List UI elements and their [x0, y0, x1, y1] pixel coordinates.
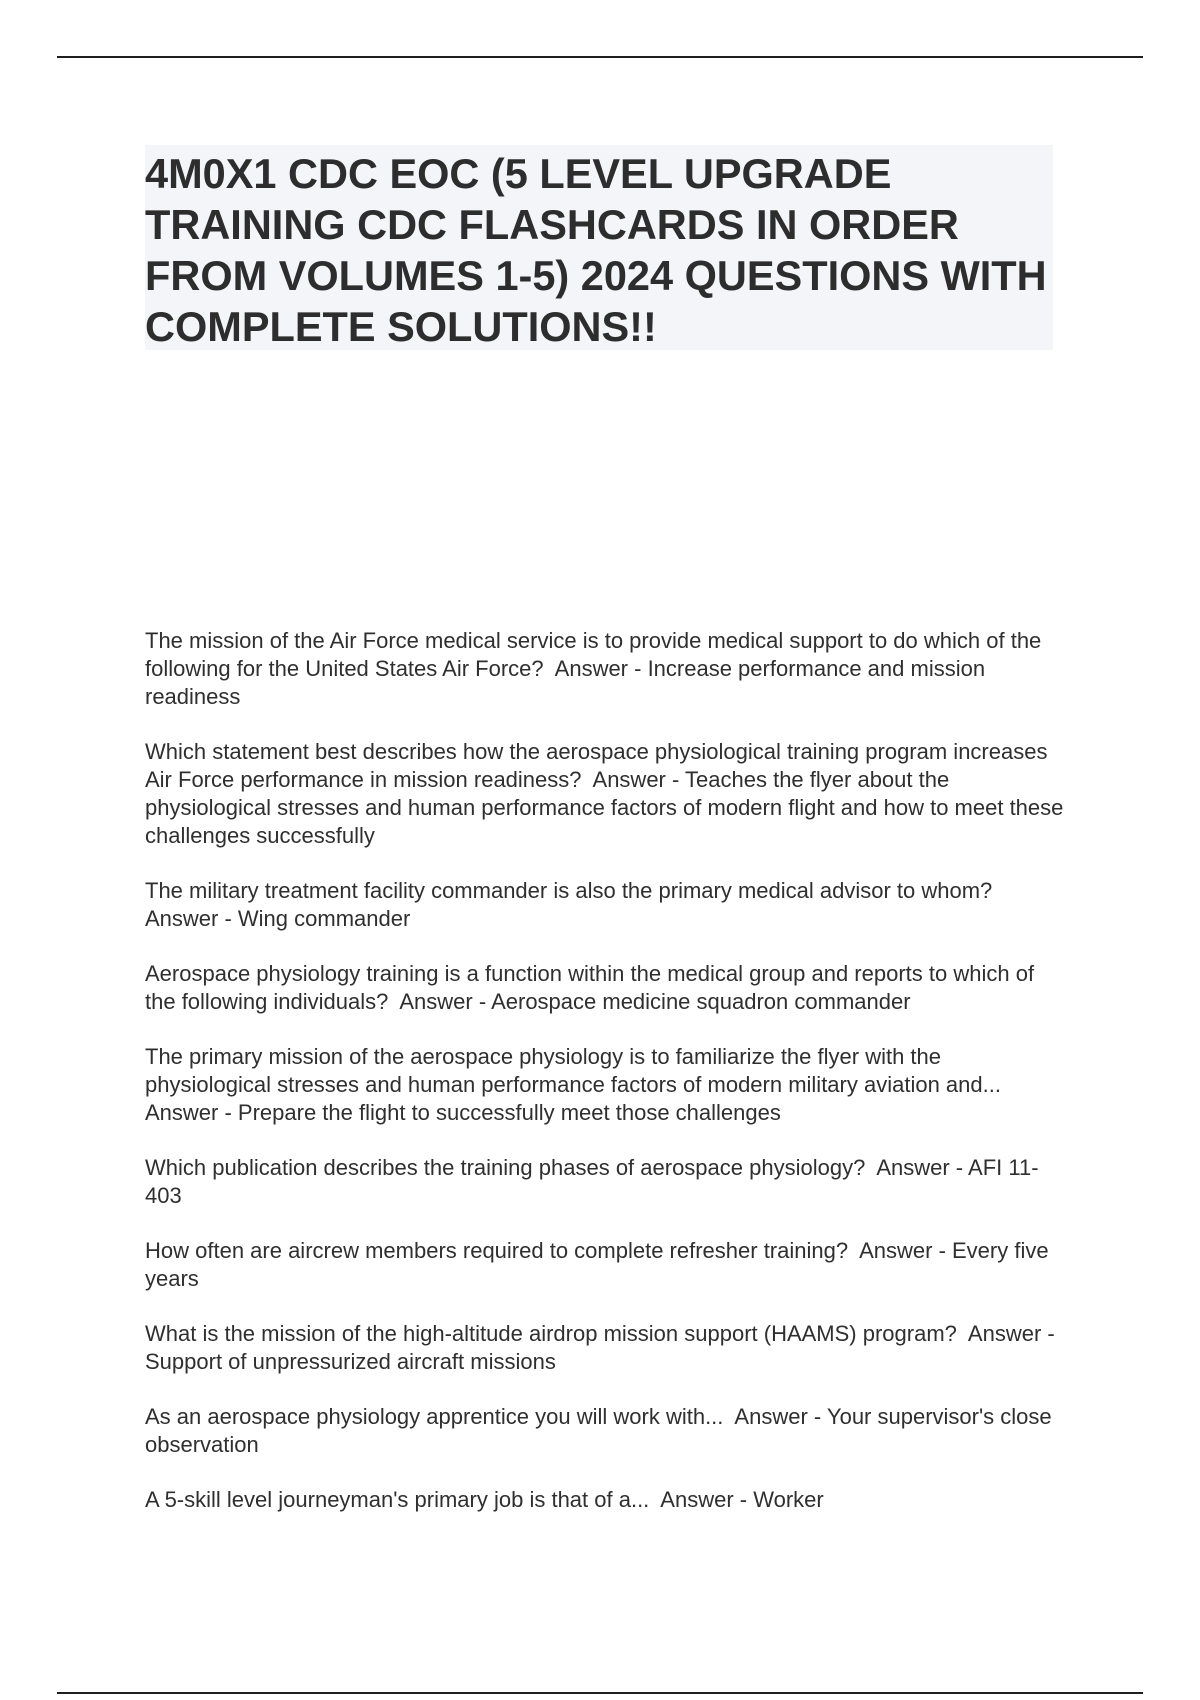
top-rule: [57, 56, 1143, 58]
qa-item: Aerospace physiology training is a function within the medical group and reports to which of the following individuals? Answer - Aerospace medicine squadron commander: [145, 961, 1041, 1014]
document-title: 4M0X1 CDC EOC (5 LEVEL UPGRADE TRAINING CDC FLASHCARDS IN ORDER FROM VOLUMES 1-5) 2024 QUESTIONS WITH COMPLETE SOLUTIONS!!: [145, 150, 1047, 350]
qa-item: The mission of the Air Force medical service is to provide medical support to do which of the following for the United States Air Force? Answer - Increase performance and mission readiness: [145, 628, 1048, 709]
qa-item: What is the mission of the high-altitude airdrop mission support (HAAMS) program? Answer - Support of unpressurized aircraft missions: [145, 1321, 1061, 1374]
qa-item: How often are aircrew members required to complete refresher training? Answer - Every five years: [145, 1238, 1055, 1291]
qa-item: Which statement best describes how the aerospace physiological training program increases Air Force performance in mission readiness? Answer - Teaches the flyer about the physiological stresses and human performance factors of modern flight and how to meet these challenges successfully: [145, 739, 1070, 848]
bottom-rule: [57, 1692, 1143, 1694]
qa-item: As an aerospace physiology apprentice you will work with... Answer - Your supervisor's close observation: [145, 1404, 1058, 1457]
title-block: [145, 145, 1053, 350]
qa-list: [145, 627, 1070, 1541]
qa-item: The primary mission of the aerospace physiology is to familiarize the flyer with the physiological stresses and human performance factors of modern military aviation and... Answer - Prepare the flight to successfully meet those challenges: [145, 1044, 1012, 1125]
qa-item: A 5-skill level journeyman's primary job is that of a... Answer - Worker: [145, 1487, 824, 1512]
qa-item: Which publication describes the training phases of aerospace physiology? Answer - AFI 11-403: [145, 1155, 1039, 1208]
qa-item: The military treatment facility commander is also the primary medical advisor to whom? Answer - Wing commander: [145, 878, 1004, 931]
